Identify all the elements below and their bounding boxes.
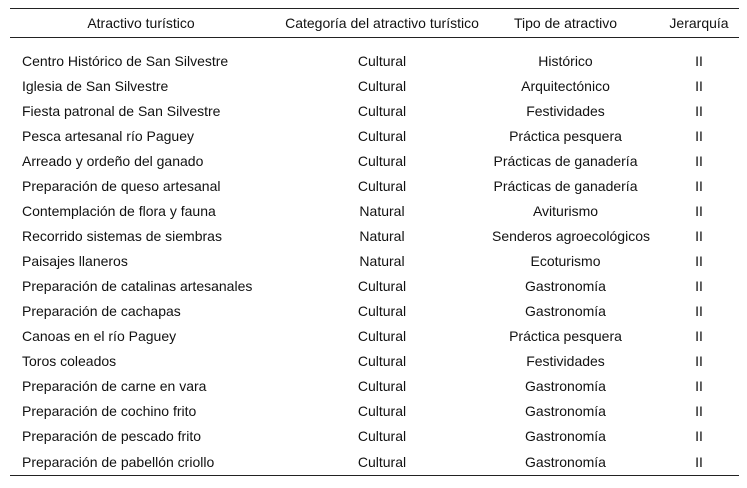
cell-categoria: Cultural [357,277,407,294]
cell-jerarquia: II [695,427,703,444]
cell-jerarquia: II [695,102,703,119]
cell-tipo: Práctica pesquera [509,127,622,144]
cell-jerarquia: II [695,402,703,419]
header-jerarquia: Jerarquía [669,15,729,31]
cell-jerarquia: II [695,227,703,244]
attractions-table [10,8,739,476]
cell-tipo: Práctica pesquera [509,327,622,344]
cell-atractivo: Toros coleados [22,352,117,369]
table-row [10,373,739,398]
cell-jerarquia: II [695,177,703,194]
cell-categoria: Cultural [357,352,407,369]
table-row [10,348,739,373]
cell-atractivo: Preparación de pescado frito [22,427,201,444]
cell-categoria: Cultural [357,77,407,94]
table-body [10,38,739,476]
cell-atractivo: Iglesia de San Silvestre [22,77,169,94]
table-row [10,198,739,223]
table-row [10,223,739,248]
cell-categoria: Cultural [357,427,407,444]
cell-tipo: Histórico [538,52,593,69]
cell-tipo: Gastronomía [525,402,606,419]
cell-tipo: Gastronomía [525,377,606,394]
cell-atractivo: Preparación de catalinas artesanales [22,277,253,294]
cell-categoria: Cultural [357,377,407,394]
table-row [10,273,739,298]
cell-categoria: Natural [359,227,405,244]
cell-tipo: Senderos agroecológicos [492,227,650,244]
cell-jerarquia: II [695,277,703,294]
table-row [10,323,739,348]
cell-categoria: Cultural [357,102,407,119]
cell-atractivo: Centro Histórico de San Silvestre [22,52,229,69]
cell-jerarquia: II [695,202,703,219]
cell-categoria: Cultural [357,302,407,319]
cell-atractivo: Preparación de cachapas [22,302,181,319]
cell-tipo: Arquitectónico [521,77,610,94]
table-row [10,448,739,476]
table-row [10,123,739,148]
cell-tipo: Ecoturismo [530,252,601,269]
table-row [10,148,739,173]
cell-atractivo: Preparación de pabellón criollo [10,448,272,476]
cell-categoria: Cultural [357,177,407,194]
cell-categoria: Cultural [357,327,407,344]
table-row [10,48,739,73]
cell-tipo: Aviturismo [532,202,599,219]
cell-jerarquia: II [695,252,703,269]
cell-atractivo: Preparación de cochino frito [22,402,197,419]
cell-atractivo: Preparación de carne en vara [22,377,207,394]
cell-jerarquia: II [695,77,703,94]
cell-tipo: Prácticas de ganadería [493,177,638,194]
cell-jerarquia: II [695,127,703,144]
header-tipo: Tipo de atractivo [514,15,617,31]
cell-tipo: Festividades [526,102,605,119]
cell-tipo: Gastronomía [492,448,639,476]
table-row [10,248,739,273]
cell-atractivo: Canoas en el río Paguey [22,327,177,344]
cell-categoria: Cultural [272,448,492,476]
table-row [10,423,739,448]
cell-categoria: Cultural [357,127,407,144]
cell-atractivo: Arreado y ordeño del ganado [22,152,204,169]
cell-jerarquia: II [639,448,739,476]
table-row [10,98,739,123]
table-row [10,173,739,198]
cell-tipo: Gastronomía [525,302,606,319]
cell-tipo: Gastronomía [525,427,606,444]
table-row [10,398,739,423]
header-row [10,9,739,38]
cell-jerarquia: II [695,152,703,169]
cell-categoria: Cultural [357,402,407,419]
cell-categoria: Natural [359,202,405,219]
cell-atractivo: Fiesta patronal de San Silvestre [22,102,221,119]
cell-tipo: Festividades [526,352,605,369]
cell-jerarquia: II [695,302,703,319]
table-row [10,73,739,98]
header-atractivo: Atractivo turístico [87,15,195,31]
cell-jerarquia: II [695,327,703,344]
header-spacer [10,38,739,49]
cell-tipo: Prácticas de ganadería [493,152,638,169]
cell-atractivo: Contemplación de flora y fauna [22,202,216,219]
cell-categoria: Natural [359,252,405,269]
table-row [10,298,739,323]
cell-jerarquia: II [695,352,703,369]
cell-atractivo: Paisajes llaneros [22,252,128,269]
cell-jerarquia: II [695,52,703,69]
cell-tipo: Gastronomía [525,277,606,294]
cell-atractivo: Preparación de queso artesanal [22,177,221,194]
cell-atractivo: Recorrido sistemas de siembras [22,227,222,244]
table-header [10,9,739,38]
cell-categoria: Cultural [357,152,407,169]
header-categoria: Categoría del atractivo turístico [285,15,479,31]
cell-categoria: Cultural [357,52,407,69]
cell-atractivo: Pesca artesanal río Paguey [22,127,194,144]
cell-jerarquia: II [695,377,703,394]
